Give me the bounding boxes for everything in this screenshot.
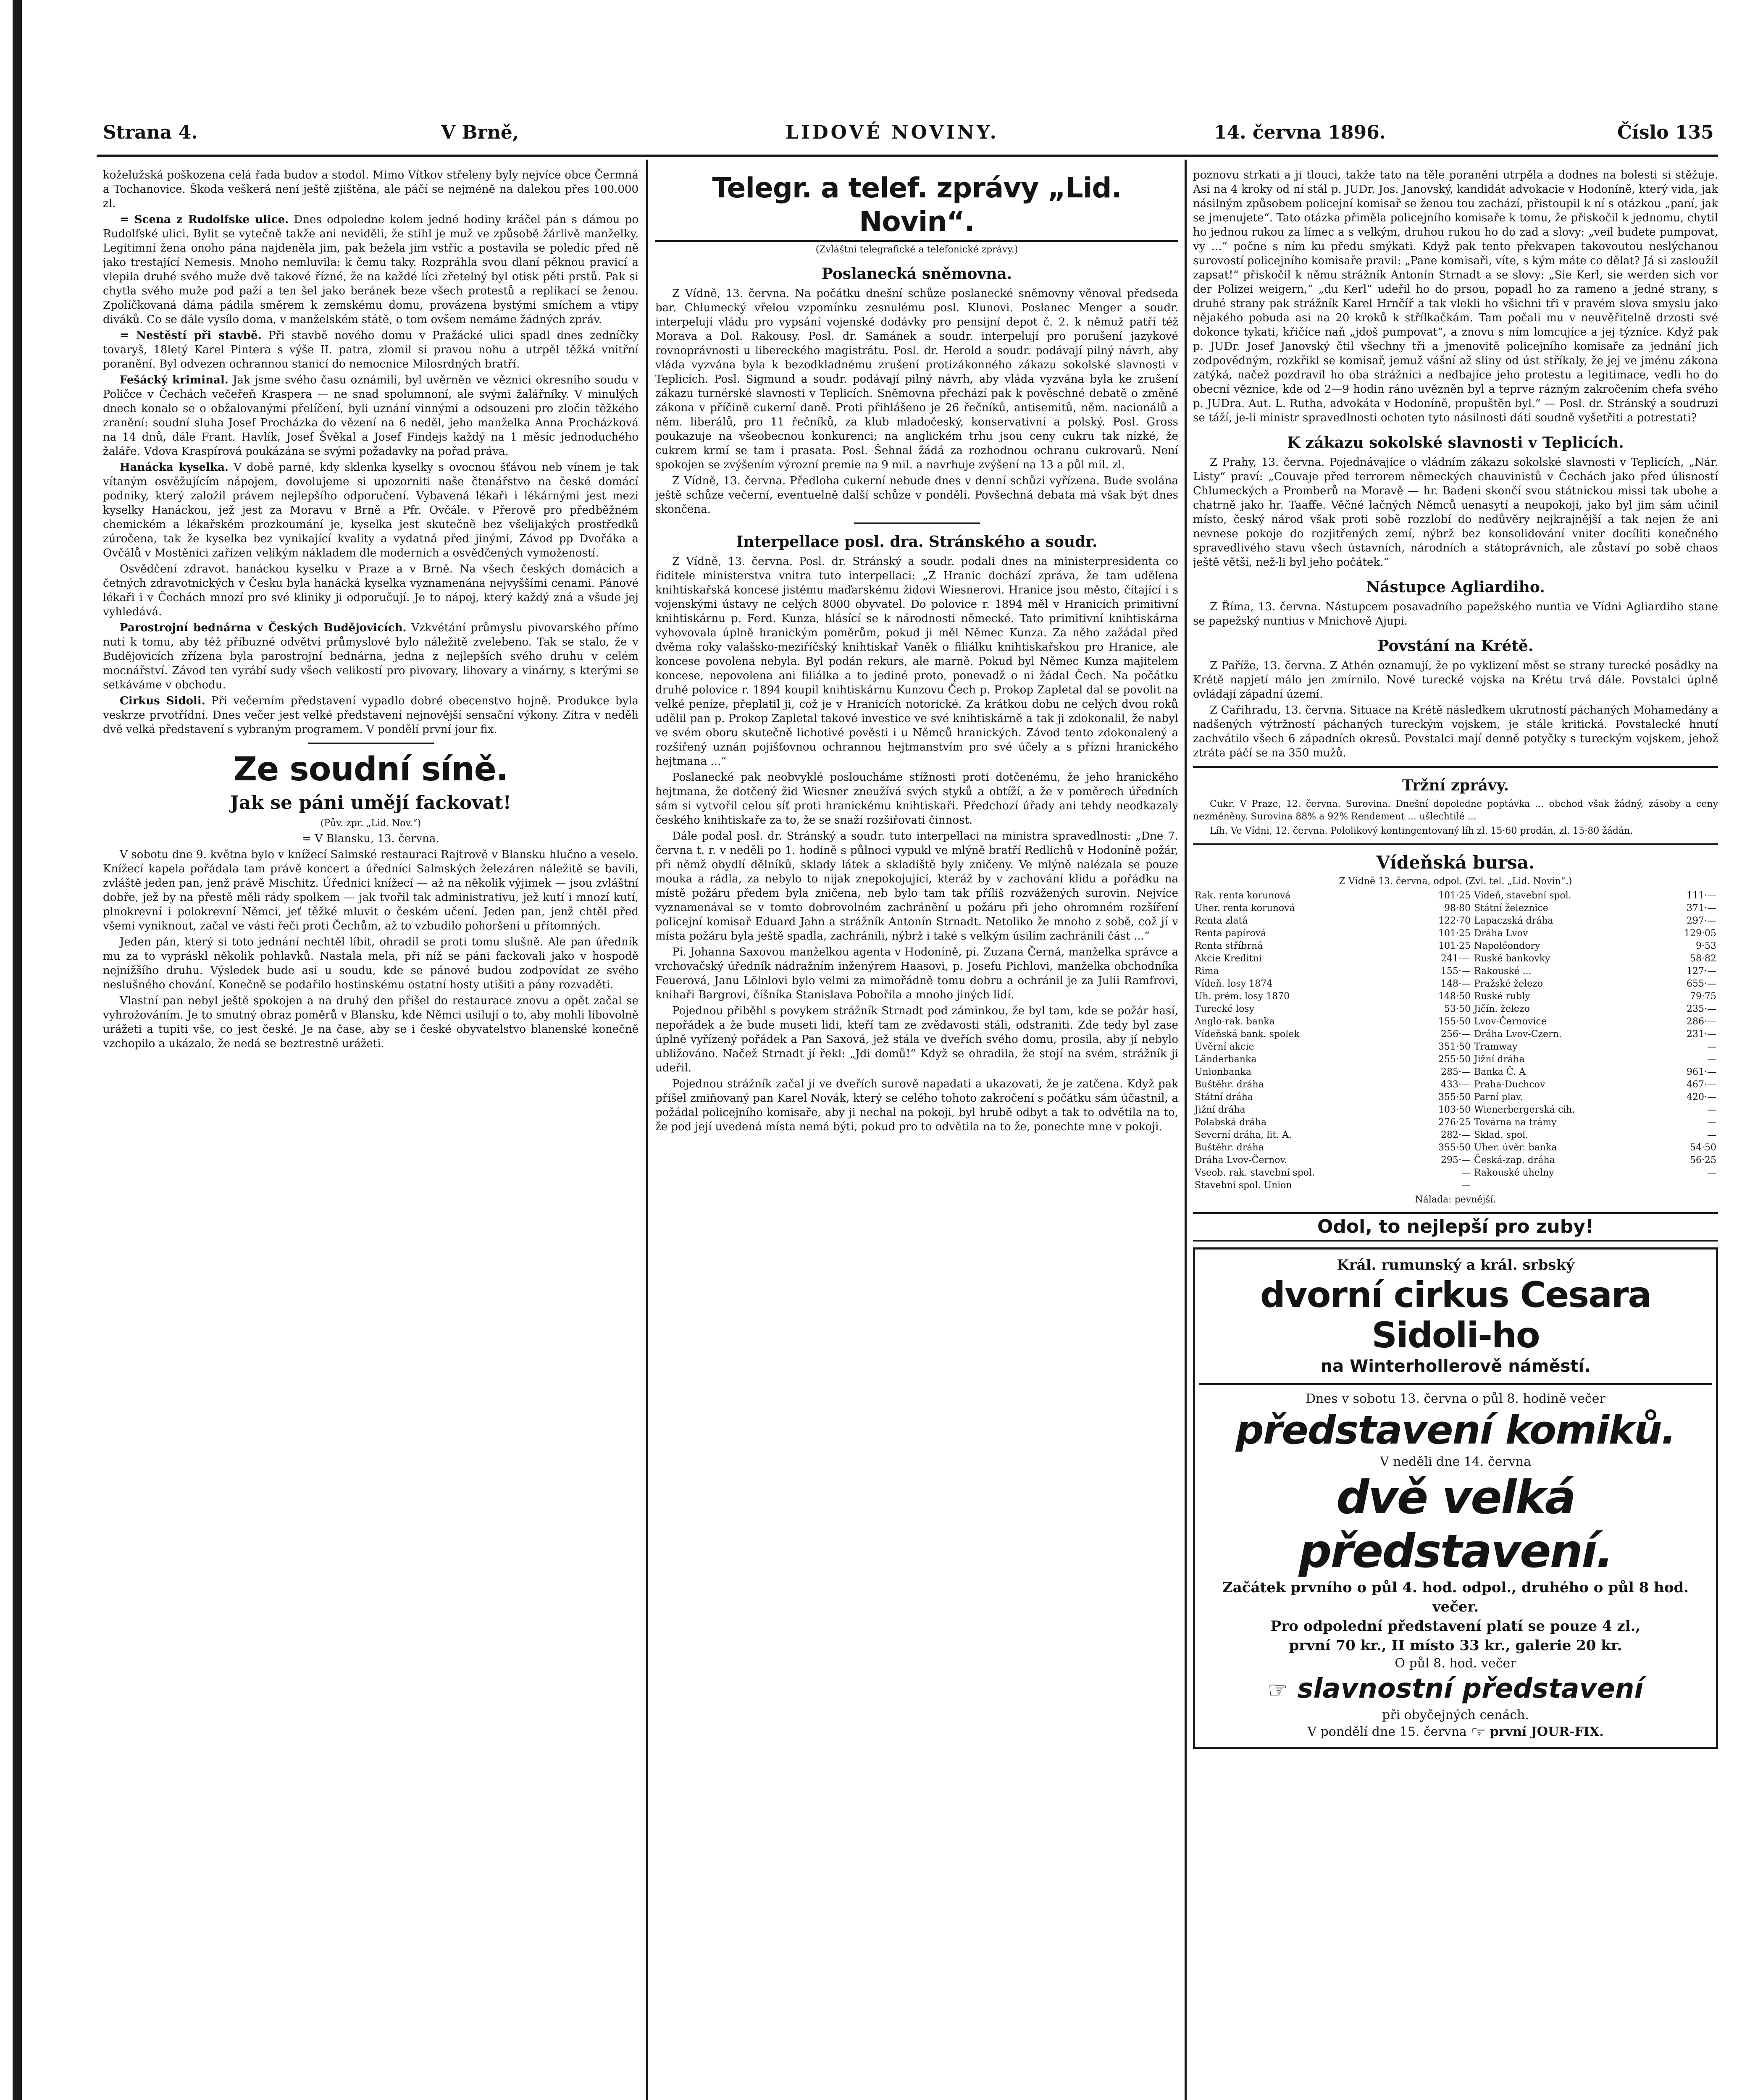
section-divider [1193, 766, 1718, 768]
bourse-price: 53·50 [1444, 1004, 1471, 1014]
article-paragraph: Pojednou strážník začal ji ve dveřích surově napadati a ukazovati, že je zatčena. Když pak přišel zmiňovaný pan Karel Novák, který se celého tohoto zakročení s počátku sám účastnil, a požádal policejního komisaře, aby ji nechal na pokoji, byl hrubě odbyt a tak to odvětila na to, že pod její uvedená místa nemá býti, pokud pro to odvětila na to že, ponechte mne v pokoji. [655, 1078, 1178, 1133]
ad-circus-name: dvorní cirkus Cesara Sidoli-ho [1260, 1274, 1651, 1356]
article-paragraph: Z Vídně, 13. června. Předloha cukerní nebude dnes v denní schůzi vyřízena. Bude svolána ještě schůze večerní, eventuelně další schůze v pondělí. Povšechná debata má však být dnes skončena. [655, 475, 1178, 516]
bourse-security: Lvov-Černovice [1474, 1016, 1547, 1027]
section-heading: Interpellace posl. dra. Stránského a soudr. [736, 533, 1098, 551]
bourse-security: Ruské rubly [1474, 991, 1530, 1002]
bourse-security: Jičín. železo [1474, 1004, 1530, 1014]
bourse-price: 420·— [1687, 1092, 1716, 1102]
bourse-price [1655, 1179, 1718, 1192]
bourse-price: 231·— [1687, 1029, 1716, 1040]
article-paragraph: poznovu strkati a ji tlouci, takže tato na těle poraněni utrpěla a dodnes na bolesti si stěžuje. Asi na 4 kroky od ní stál p. JUDr. Jos. Janovský, kandidát advokacie v Hodoníně, který vida, jak násilným způsobem policejní komisař se ženou tou zachází, přistoupil k ní s otázkou „paní, jak se jmenujete“. Tato otázka přiměla policejního komisaře k tomu, že přiskočil k jednomu, chytil ho jednou rukou za límec a s velkým, druhou rukou ho do zad a slovy: „veil budete pumpovat, vy ...“ počne s ním ku předu smýkati. Když pak tento překvapen takovoutou neslýchanou surovostí policejního komisaře pravil: „Pane komisaři, víte, s kým máte co dělat? Já si zasloužil zapsat!“ přiskočil k němu strážník Antonín Strnadt a se slovy: „Sie Kerl, sie werden sich vor der Polizei weigern,“ „du Kerl“ udeřil ho do prsou, popadl ho za rameno a jedné strany, s druhé strany pak strážník Karel Hrnčíř a tak vlekli ho všichni tři v pravém slova smyslu jako nějakého pobuda asi na 20 kroků k střílkačkám. Tam počali mu v neuvěřitelně drzosti své dokonce tykati, křičíce naň „jdoš pumpovat“, a znovu s ním lomcujíce a jej týzníce. Když pak p. JUDr. Josef Janovský čtil všechny tři a jmenovitě policejního komisaře za jednání jich zodpovědným, rozkřikl se komisař, jemuž vášní až sliny od úst stříkaly, že jej ve jménu zákona zatýká, načež pozdravil ho oba strážníci a nedbajíce jeho protestu a legitimace, vedli ho do obecní věznice, kde od 2—9 hodin ráno uvězněn byl a teprve rázným zakročením chefa svého p. JUDra. Aut. L. Rutha, advokáta v Hodoníně, propuštěn byl.“ — Posl. dr. Stránský a soudruzi se táží, je-li ministr spravedlnosti ochoten tyto násilnosti dáti soudně vyšetřiti a potrestati? [1193, 169, 1718, 424]
section-heading: Poslanecká sněmovna. [821, 265, 1012, 283]
bourse-security [1472, 1179, 1655, 1192]
bourse-price: 961·— [1687, 1067, 1716, 1077]
article-lead: Parostrojní bednárna v Českých Budějovicích. [120, 622, 407, 634]
bourse-security: Praha-Duchcov [1474, 1079, 1545, 1090]
bourse-security: Lapaczská dráha [1474, 916, 1553, 926]
bourse-price: 101·25 [1438, 928, 1471, 939]
bourse-price: — [1707, 1054, 1716, 1065]
pointing-hand-icon: ☞ [1267, 1677, 1288, 1704]
bourse-price: 101·25 [1438, 890, 1471, 901]
page-number: Strana 4. [103, 122, 198, 143]
bourse-row [1193, 927, 1718, 940]
article-paragraph: Z Cařihradu, 13. června. Situace na Krétě následkem ukrutností páchaných Mohamedány a nadšených výtržností páchaných tureckým vojskem, je stále kritická. Povstalecké hnutí zachvátilo všech 6 západních okresů. Povstalci mají denně potyčky s tureckým vojskem, jehož ztráta páčí se na 350 mužů. [1193, 704, 1718, 759]
bourse-security: Anglo-rak. banka [1195, 1016, 1275, 1027]
bourse-row [1193, 1003, 1718, 1016]
newspaper-title: LIDOVÉ NOVINY. [786, 122, 999, 143]
bourse-heading: Vídeňská bursa. [1376, 852, 1535, 873]
pointing-hand-icon: ☞ [1471, 1723, 1486, 1743]
bourse-security: Česká-zap. dráha [1474, 1155, 1555, 1166]
bourse-security: Renta stříbrná [1195, 941, 1263, 951]
telegram-source: (Zvláštní telegrafické a telefonické zprávy.) [815, 244, 1018, 255]
article-paragraph: Cukr. V Praze, 12. června. Surovina. Dnešní dopoledne poptávka ... obchod však žádný, zásoby a ceny nezměněny. Surovina 88% a 92% Rendement ... ušlechtilé ... [1193, 799, 1718, 822]
bourse-price: 148·— [1441, 979, 1471, 989]
bourse-price: 297·— [1687, 916, 1716, 926]
article-paragraph: Z Vídně, 13. června. Na počátku dnešní schůze poslanecké sněmovny věnoval předseda bar. Chlumecký vřelou vzpomínku zesnulému posl. Klunovi. Poslanec Menger a soudr. interpelují vládu pro vypsání vojenské dodávky pro pensijní depot č. 2. k němuž patří též Morava a Dol. Rakousy. Posl. dr. Samánek a soudr. interpelují pro porušení jazykové rovnoprávnosti u libereckého magistrátu. Posl. dr. Herold a soudr. podávají pilný návrh, aby vláda vyzvána byla k bezodkladnému zrušení protizákonného zákazu sokolské slavnosti v Teplicích. Posl. Sigmund a soudr. podávají pilný návrh, aby vláda vyzvána byla ke zrušení zákazu turnérské slavnosti v Teplicích. Sněmovna přechází pak k pověschné debatě o změně zákona v příčině cukerní daně. Proti přihlášeno je 26 řečníků, antisemitů, něm. nacionálů a něm. liberálů, pro 11 řečníků, za klub mladočeský, konservativní a polský. Posl. Gross poukazuje na všeobecnou konkurenci; na anglickém trhu jsou ceny cukru tak nízké, že cukrem krmí se tam i prasata. Posl. Šehnal žádá za rozhodnou ochranu cukrovarů. Není spokojen se zvýšením výrozní premie na 9 mil. a navrhuje zvýšení na 13 a půl mil. zl. [655, 287, 1178, 471]
bourse-subheading: Z Vídně 13. června, odpol. (Zvl. tel. „Lid. Novin“.) [1339, 876, 1572, 887]
bourse-security: Stavební spol. Union [1195, 1180, 1292, 1191]
bourse-price: 286·— [1687, 1016, 1716, 1027]
telegram-section-heading: Telegr. a telef. zprávy „Lid. Novin“. [655, 171, 1178, 242]
bourse-security: Rakouské uhelny [1474, 1168, 1554, 1178]
bourse-price: 79·75 [1690, 991, 1716, 1002]
bourse-price: 56·25 [1690, 1155, 1716, 1166]
bourse-price: 655·— [1687, 979, 1716, 989]
bourse-price: 103·50 [1438, 1105, 1471, 1115]
bourse-row [1193, 1104, 1718, 1116]
article-paragraph: Pojednou přiběhl s povykem strážník Strnadt pod záminkou, že byl tam, kde se požár hasí, nepořádek a že bude museti lidi, kteří tam ze zvědavosti stáli, odstraniti. Zde tedy byl zase úplně vyřízený pořádek a Pan Saxová, jež stála ve dveřích svého domu, prosila, aby jí nebylo ubližováno. Načež Strnadt jí řekl: „Jdi domů!“ Když se ohradila, že stojí na svém, strážník ji udeřil. [655, 1005, 1178, 1074]
ad-ordinary-prices: při obyčejných cenách. [1382, 1708, 1529, 1723]
section-heading: K zákazu sokolské slavnosti v Teplicích. [1287, 434, 1624, 452]
article-paragraph: Parostrojní bednárna v Českých Budějovicích. Vzkvétání průmyslu pivovarského přímo nutí k tomu, aby též příbuzné odvětví průmyslové bylo náležitě zvelebeno. Tak se stalo, že v Budějovicích zřízena byla parostrojní bednárna, jedna z nejlepších svého druhu v celém mocnářství. Závod ten vyrábí sudy všech velikostí pro pivovary, lihovary a vinárny, s kterými se setkáváme v obchodu. [103, 622, 638, 691]
issue-date: 14. června 1896. [1214, 122, 1386, 143]
court-article-title: Jak se páni umějí fackovat! [230, 792, 511, 814]
bourse-price: 355·50 [1438, 1142, 1471, 1153]
bourse-price: 235·— [1687, 1004, 1716, 1014]
bourse-security: Dráha Lvov [1474, 928, 1528, 939]
court-dateline: = V Blansku, 13. června. [302, 832, 439, 845]
bourse-security: Sklad. spol. [1474, 1130, 1529, 1140]
bourse-price: — [1707, 1042, 1716, 1052]
bourse-row [1193, 1041, 1718, 1053]
article-paragraph: Z Paříže, 13. června. Z Athén oznamují, že po vyklizení měst se strany turecké posádky na Krétě napjetí málo jen zmírnilo. Nové turecké vojska na Krétu trvá dále. Povstalci úplně ovládají západní území. [1193, 659, 1718, 701]
article-paragraph: = Nestěstí při stavbě. Při stavbě nového domu v Pražácké ulici spadl dnes zedníčky tovaryš, 18letý Karel Pintera s výše II. patra, zlomil si pravou nohu a utrpěl těžká vnitřní poranění. Byl odvezen ochrannou stanicí do nemocnice Milosrdných bratří. [103, 329, 638, 370]
court-section-heading: Ze soudní síně. [233, 751, 508, 788]
bourse-security: Renta papírová [1195, 928, 1266, 939]
bourse-security: Banka Č. A [1474, 1067, 1526, 1077]
bourse-price: 127·— [1687, 966, 1716, 976]
ad-times: Začátek prvního o půl 4. hod. odpol., druhého o půl 8 hod. večer. [1222, 1579, 1689, 1615]
article-lead: Fešácký kriminal. [120, 374, 229, 386]
article-paragraph: Vlastní pan nebyl ještě spokojen a na druhý den přišel do restaurace znovu a opět začal se vyhrožováním. Je to smutný obraz poměrů v Blansku, kde Němci usilují o to, aby mohli libovolně urážeti a tupiti vše, co jest české. Je na čase, aby se i české obyvatelstvo blanenské konečně vzchopilo a ukázalo, že nedá se beztrestně urážeti. [103, 995, 638, 1050]
article-paragraph: Poslanecké pak neobvyklé posloucháme stížnosti proti dotčenému, že jeho hranického hejtmana, že dotčený žid Wiesner zneužívá svých styků a obtíží, a že v poměrech úředních sám si vytvořil celou síť proti hranickému knihtiskaři. Předchozí úřady ani tehdy neodkazaly českého knihtiskaře za to, že se snaží rozšiřovati činnost. [655, 771, 1178, 827]
bourse-price: 355·50 [1438, 1092, 1471, 1102]
bourse-security: Rima [1195, 966, 1219, 976]
section-divider [1193, 1240, 1718, 1242]
bourse-row [1193, 990, 1718, 1003]
section-divider [308, 743, 434, 744]
bourse-row [1193, 1028, 1718, 1041]
column-3 [1193, 168, 1718, 2100]
bourse-security: Vseob. rak. stavební spol. [1195, 1168, 1315, 1178]
odol-ad: Odol, to nejlepší pro zuby! [1317, 1216, 1594, 1237]
ad-today-line: Dnes v sobotu 13. června o půl 8. hodině večer [1306, 1391, 1605, 1406]
bourse-security: Státní dráha [1195, 1092, 1253, 1102]
bourse-mood: Nálada: pevnější. [1415, 1194, 1496, 1205]
bourse-price: 54·50 [1690, 1142, 1716, 1153]
bourse-row [1193, 1142, 1718, 1154]
article-paragraph: koželužská poškozena celá řada budov a stodol. Mimo Vítkov střeleny byly nejvíce obce Čermná a Tochanovice. Škoda veškerá není ještě zjištěna, ale páčí se nejméně na dalekou přes 100.000 zl. [103, 169, 638, 210]
bourse-security: Polabská dráha [1195, 1117, 1267, 1128]
bourse-security: Uher. úvěr. banka [1474, 1142, 1557, 1153]
article-paragraph: Fešácký kriminal. Jak jsme svého času oznámili, byl uvěrněn ve věznici okresního soudu v Poličce v Čechách večeřeň Kraspera — ne snad spolumnoní, ale svými žalářníky. V minulých dnech konalo se o obžalovanými přelíčení, byli uznání vinnými a odsouzeni pro zločin těžkého zranění: soudní sluha Josef Procházka do vězení na 6 neděl, jeho manželka Anna Procházková na 14 dnů, dále Frant. Havlík, Josef Švěkal a Josef Findejs každý na 1 měsíc jednoduchého žaláře. Vdova Kraspírová poukázána se svými požadavky na pořad práva. [103, 374, 638, 458]
article-paragraph: Z Vídně, 13. června. Posl. dr. Stránský a soudr. podali dnes na ministerpresidenta co řiditele ministerstva vnitra tuto interpellaci: „Z Hranic dochází zpráva, že tam udělena knihtiskařská koncese jistému maďarskému židovi Wiesnerovi. Hranice jsou město, čítající i s vojenskými ústavy ne celých 8000 obyvatel. Do polovice r. 1894 měl v Hranicích primitivní knihtiskárnu p. Ferd. Kunza, hlásící se k národnosti německé. Tato primitivní knihtiskárna vyhovovala úplně hranickým poměrům, pokud ji měl Němec Kunza. Za něho zažádal před dvěma roky valašsko-meziříčský knihtiskař Vaněk o filiálku knihtiskařskou pro Hranice, ale koncese povolena nebyla. Byl podán rekurs, ale marně. Pokud byl Němec Kunza majitelem koncese, nepovolena ani filiálka a to jediné proto, ponevadž o ni žádal Čech. Na počátku druhé polovice r. 1894 koupil knihtiskárnu Kunzovu Čech p. Prokop Zapletal dal se povolit na velké peníze, přeplatil ji, což je v Hranicích notorické. Za krátkou dobu ne celých dvou roků udělil pan p. Prokop Zapletal takové investice ve své knihtiskárně a tak ji zdokonalil, že nabyl ve svém oboru skutečně lichotivé pověsti i u Němců hranických. Závod tento zdokonalený a rozšířený uznán pojišťovnou ochrannou hejtmanstvím pro své účely a s přízni hranického hejtmana ...“ [655, 555, 1178, 768]
bourse-table-body [1193, 890, 1718, 1192]
bourse-price: 295·— [1441, 1155, 1471, 1166]
column-2 [655, 168, 1178, 2100]
bourse-security: Pražské železo [1474, 979, 1543, 989]
bourse-price: 98·80 [1444, 903, 1471, 914]
bourse-security: Uher. renta korunová [1195, 903, 1295, 914]
bourse-security: Ruské bankovky [1474, 953, 1550, 964]
bourse-price: 282·— [1441, 1130, 1471, 1140]
article-paragraph: Líh. Ve Vídni, 12. června. Pololikový kontingentovaný líh zl. 15·60 prodán, zl. 15·80 žádán. [1210, 826, 1633, 836]
bourse-row [1193, 1016, 1718, 1028]
bourse-security: Továrna na trámy [1474, 1117, 1557, 1128]
bourse-price: — [1461, 1180, 1471, 1191]
bourse-row [1193, 1167, 1718, 1179]
section-divider [1193, 843, 1718, 845]
column-1 [103, 168, 638, 2100]
bourse-price: — [1707, 1105, 1716, 1115]
bourse-price: 129·05 [1684, 928, 1716, 939]
article-paragraph: V sobotu dne 9. května bylo v knížecí Salmské restauraci Rajtrově v Blansku hlučno a veselo. Knížecí kapela pořádala tam právě koncert a úředníci Salmských železáren náležitě se bavili, zvláště jeden pan, jenž právě Mischitz. Úředníci knížecí — až na několik výjimek — jsou zvláštní dobře, jež by na přestě měli rády spolkem — jak tvořil tak administrativu, jež kutí i mnozí kutí, plnokrevní i polokrevní Němci, jeť těžké mluvit o českém učení. Jeden pan, jenž chtěl před všemi vyniknout, začal ve vásti řeči proti Čechům, až to vzbudilo pohoršení u přítomných. [103, 848, 638, 932]
bourse-price: 371·— [1687, 903, 1716, 914]
bourse-row [1193, 1129, 1718, 1142]
bourse-security: Jižní dráha [1195, 1105, 1245, 1115]
article-lead: = Nestěstí při stavbě. [120, 329, 262, 342]
article-lead: Hanácka kyselka. [120, 461, 229, 474]
bourse-price: 256·— [1441, 1029, 1471, 1040]
article-paragraph: Z Prahy, 13. června. Pojednávajíce o vládním zákazu sokolské slavnosti v Teplicích, „Nár. Listy“ praví: „Couvaje před terrorem německých chauvinistů v Čechách jako před úlisností Chlumeckých a Promberů na Moravě — hr. Badeni skončí svou státnickou missi tak ubohe a chatrně jako hr. Taaffe. Věčné lačných Němců uenasytí a neupokojí, jako byl jim sám učinil místo, český národ však proti sobě rozzlobí do nedůvěry nejkrajnější a tak nejen že ani nevnese pokoje do rozjitřených zemí, nýbrž bez konsolidování vniter docíliti konečného spravedlivého stavu všech ústavních, národních a státoprávních, ale zůstaví po sobě chaos ještě větší, než-li byl jeho počátek.“ [1193, 456, 1718, 569]
ad-divider [1199, 1383, 1712, 1385]
court-source: (Pův. zpr. „Lid. Nov.“) [320, 818, 421, 829]
bourse-security: Úvěrní akcie [1195, 1042, 1254, 1052]
bourse-price: 9·53 [1696, 941, 1716, 951]
column-rule-1 [646, 160, 648, 2100]
bourse-price: 101·25 [1438, 941, 1471, 951]
bourse-price: — [1707, 1117, 1716, 1128]
page-header [97, 122, 1718, 151]
bourse-security: Dráha Lvov-Černov. [1195, 1155, 1287, 1166]
bourse-price: 467·— [1687, 1079, 1716, 1090]
ad-two-shows: dvě velká představení. [1298, 1470, 1613, 1578]
bourse-security: Turecké losy [1195, 1004, 1255, 1014]
section-heading: Povstání na Krétě. [1377, 637, 1534, 655]
bourse-price: — [1707, 1130, 1716, 1140]
article-paragraph: Cirkus Sidoli. Při večerním představení vypadlo dobré obecenstvo hojně. Produkce byla veskrze prvotřídní. Dnes večer jest velké představení nejnovější sensační výkony. Zítra v neděli dvě velká představení s vybraným programem. V pondělí první jour fix. [103, 695, 638, 736]
bourse-security: Vídeňská bank. spolek [1195, 1029, 1300, 1040]
article-paragraph: = Scena z Rudolfske ulice. Dnes odpoledne kolem jedné hodiny kráčel pán s dámou po Rudolfské ulici. Bylit se vytečně takže ani neviděli, že stihl je muž ve způsobě žárlivě manželky. Legitimní žena onoho pána najdeněla jim, pak bežela jim vstříc a postavila se poledíc před ně jako trestající Nemesis. Mnoho nemluvila: k čemu taky. Rozpráhla svou dlaní pěknou pravicí a vlepila druhé svého muže dvě takové řízné, že na každé líci zřetelný byl otisk pěti prstů. Pak si chytla svého muže pod paží a ten šel jako beránek beze všech protestů a replikací se ženou. Zpolíčkovaná dáma pádila směrem k zemskému domu, provázena bystými smíchem a vtipy diváků. Co se dále vysílo doma, v manželském státě, o tom ovšem nemáme žádných zpráv. [103, 213, 638, 326]
ad-monday-line: V pondělí dne 15. června ☞ první JOUR-FIX. [1307, 1723, 1604, 1743]
bourse-security: Uh. prém. losy 1870 [1195, 991, 1290, 1002]
bourse-price: 155·— [1441, 966, 1471, 976]
bourse-security: Wienerbergerská cih. [1474, 1105, 1575, 1115]
article-paragraph: Z Říma, 13. června. Nástupcem posavadního papežského nuntia ve Vídni Agliardiho stane se papežský nuntius v Mnichově Ajupi. [1193, 601, 1718, 627]
bourse-price: 351·50 [1438, 1042, 1471, 1052]
bourse-row [1193, 915, 1718, 927]
bourse-row [1193, 1154, 1718, 1167]
bourse-row [1193, 902, 1718, 915]
ad-jour-fix: první JOUR-FIX. [1490, 1725, 1604, 1740]
header-rule [97, 155, 1718, 157]
scan-edge [13, 0, 22, 2100]
bourse-price: 122·70 [1438, 916, 1471, 926]
section-divider [1193, 1212, 1718, 1214]
column-rule-2 [1185, 160, 1187, 2100]
bourse-row [1193, 1066, 1718, 1079]
circus-advertisement [1193, 1247, 1718, 1749]
issue-number: Číslo 135 [1617, 122, 1714, 143]
bourse-row [1193, 890, 1718, 902]
bourse-security: Napoléondory [1474, 941, 1540, 951]
city: V Brně, [441, 122, 519, 143]
bourse-price: 58·82 [1690, 953, 1716, 964]
bourse-row [1193, 978, 1718, 990]
bourse-security: Tramway [1474, 1042, 1518, 1052]
bourse-security: Parní plav. [1474, 1092, 1523, 1102]
bourse-price: 111·— [1687, 890, 1716, 901]
bourse-price: 433·— [1441, 1079, 1471, 1090]
ad-sunday-line: V neděli dne 14. června [1379, 1454, 1532, 1469]
bourse-security: Státní železnice [1474, 903, 1548, 914]
bourse-security: Akcie Kreditní [1195, 953, 1262, 964]
bourse-table [1193, 890, 1718, 1192]
bourse-price: 276·25 [1438, 1117, 1471, 1128]
bourse-price: 241·— [1441, 953, 1471, 964]
ad-prices-1: Pro odpolední představení platí se pouze 4 zl., [1270, 1618, 1641, 1635]
section-divider [854, 522, 980, 524]
bourse-security: Buštěhr. dráha [1195, 1079, 1264, 1090]
bourse-row [1193, 965, 1718, 978]
bourse-security: Rakouské ... [1474, 966, 1532, 976]
bourse-security: Severní dráha, lit. A. [1195, 1130, 1292, 1140]
article-paragraph: Dále podal posl. dr. Stránský a soudr. tuto interpellaci na ministra spravedlnosti: „Dne 7. června t. r. v neděli po 1. hodině s půlnoci vypukl ve mlýně bratří Redlichů v Hodoníně požár, při němž obydlí dělníků, sklady látek a skladiště byly zničeny. Ve mlýně nalézala se pouze mouka a rádla, za nebylo to nijak znepokojující, kteráž by v zachování klidu a pořádku na místě požáru předem byla zničena, neb bylo tam tak příliš rozvážených surovin. Nejvíce vyznamenával se v tomto dobrovolném zachránění u požáru při jeho ohromném rozšíření policejní komisař Eduard Jahn a strážník Antonín Strnadt. Netoliko že mnoho z sobě, což jí v místa požáru byla ještě spadla, zachránili, nýbrž i také s velkým úsilím zachránili část ...“ [655, 830, 1178, 942]
article-lead: Cirkus Sidoli. [120, 695, 205, 707]
bourse-security: Vídeň. losy 1874 [1195, 979, 1273, 989]
bourse-security: Unionbanka [1195, 1067, 1251, 1077]
bourse-price: 148·50 [1438, 991, 1471, 1002]
section-heading: Tržní zprávy. [1402, 777, 1509, 794]
bourse-price: 285·— [1441, 1067, 1471, 1077]
ad-venue: na Winterhollerově náměstí. [1320, 1357, 1591, 1376]
bourse-row [1193, 1053, 1718, 1066]
ad-evening-line: O půl 8. hod. večer [1395, 1656, 1516, 1671]
bourse-security: Länderbanka [1195, 1054, 1257, 1065]
section-heading: Nástupce Agliardiho. [1366, 578, 1545, 596]
bourse-price: — [1461, 1168, 1471, 1178]
ad-comic-show: představení komiků. [1235, 1407, 1676, 1453]
bourse-security: Vídeň, stavební spol. [1474, 890, 1571, 901]
bourse-row [1193, 953, 1718, 965]
ad-festive-show: ☞ slavnostní představení [1199, 1672, 1712, 1707]
article-lead: = Scena z Rudolfske ulice. [120, 213, 289, 226]
article-paragraph: Jeden pán, který si toto jednání nechtěl líbit, ohradil se proti tomu slušně. Ale pan úředník mu za to vypráskl několik pohlavků. Nastala mela, při níž se páni fackovali jako v hospodě nejnižšího druhu. Výsledek bude asi u soudu, kde se pánové budou zodpovídat ze svého neslušného chování. Konečně se podařilo hostinskému ostatní hosty utišiti a pány rozvaděti. [103, 936, 638, 991]
bourse-price: — [1707, 1168, 1716, 1178]
ad-prices-2: první 70 kr., II místo 33 kr., galerie 20 kr. [1289, 1637, 1622, 1654]
bourse-price: 155·50 [1438, 1016, 1471, 1027]
article-paragraph: Pí. Johanna Saxovou manželkou agenta v Hodoníně, pí. Zuzana Černá, manželka správce a vrchovačský úředník nádražním inženýrem Haasovi, p. Josefu Pichlovi, manželka obchodníka Feuerová, Janu Lölnlovi bylo velmi za mimořádně tomu dobru a ochránil je za Julii Ramfrovi, knihaři Bargrovi, číšníka Stanislava Pobořila a mnoho jiných lidí. [655, 946, 1178, 1001]
bourse-security: Buštěhr. dráha [1195, 1142, 1264, 1153]
ad-royal-line: Král. rumunský a král. srbský [1337, 1257, 1574, 1273]
bourse-row [1193, 1079, 1718, 1091]
bourse-row [1193, 1179, 1718, 1192]
bourse-row [1193, 1091, 1718, 1104]
bourse-security: Renta zlatá [1195, 916, 1248, 926]
bourse-security: Dráha Lvov-Czern. [1474, 1029, 1562, 1040]
article-paragraph: Osvědčení zdravot. hanáckou kyselku v Praze a v Brně. Na všech českých domácích a četných zdravotnických v Česku byla hanácká kyselka vyznamenána nejvyššími cenami. Pánové lékaři i v Čechách mnozí pro své kliniky ji odporučují. Je to nápoj, který každý zná a všude jej vyhledává. [103, 563, 638, 618]
article-paragraph: Hanácka kyselka. V době parné, kdy sklenka kyselky s ovocnou šťávou neb vínem je tak vítaným osvěžujícím nápojem, dovolujeme si upozorniti naše čtenářstvo na české domácí podniky, který založil právem nejlepšího odporučení. Vybavená lékaři i lékárnými jest mezi kyselky Hanáckou, jež jest za Moravu v Brně a Pfr. Ovčále. v Přerově pro předběžném chemickém a lékařském prozkoumání je, kyselka jest skutečně bez všelijakých prostředků zúročena, tak že kyselka bez vynikající kvality a vydatná před jinými, Závod pp Dvořáka a Ovčálů v Mostěnici zařízen velikým nákladem dle moderních a osvědčených vymožeností. [103, 461, 638, 559]
bourse-price: 255·50 [1438, 1054, 1471, 1065]
bourse-row [1193, 940, 1718, 953]
bourse-row [1193, 1116, 1718, 1129]
bourse-security: Rak. renta korunová [1195, 890, 1291, 901]
bourse-security: Jižní dráha [1474, 1054, 1525, 1065]
